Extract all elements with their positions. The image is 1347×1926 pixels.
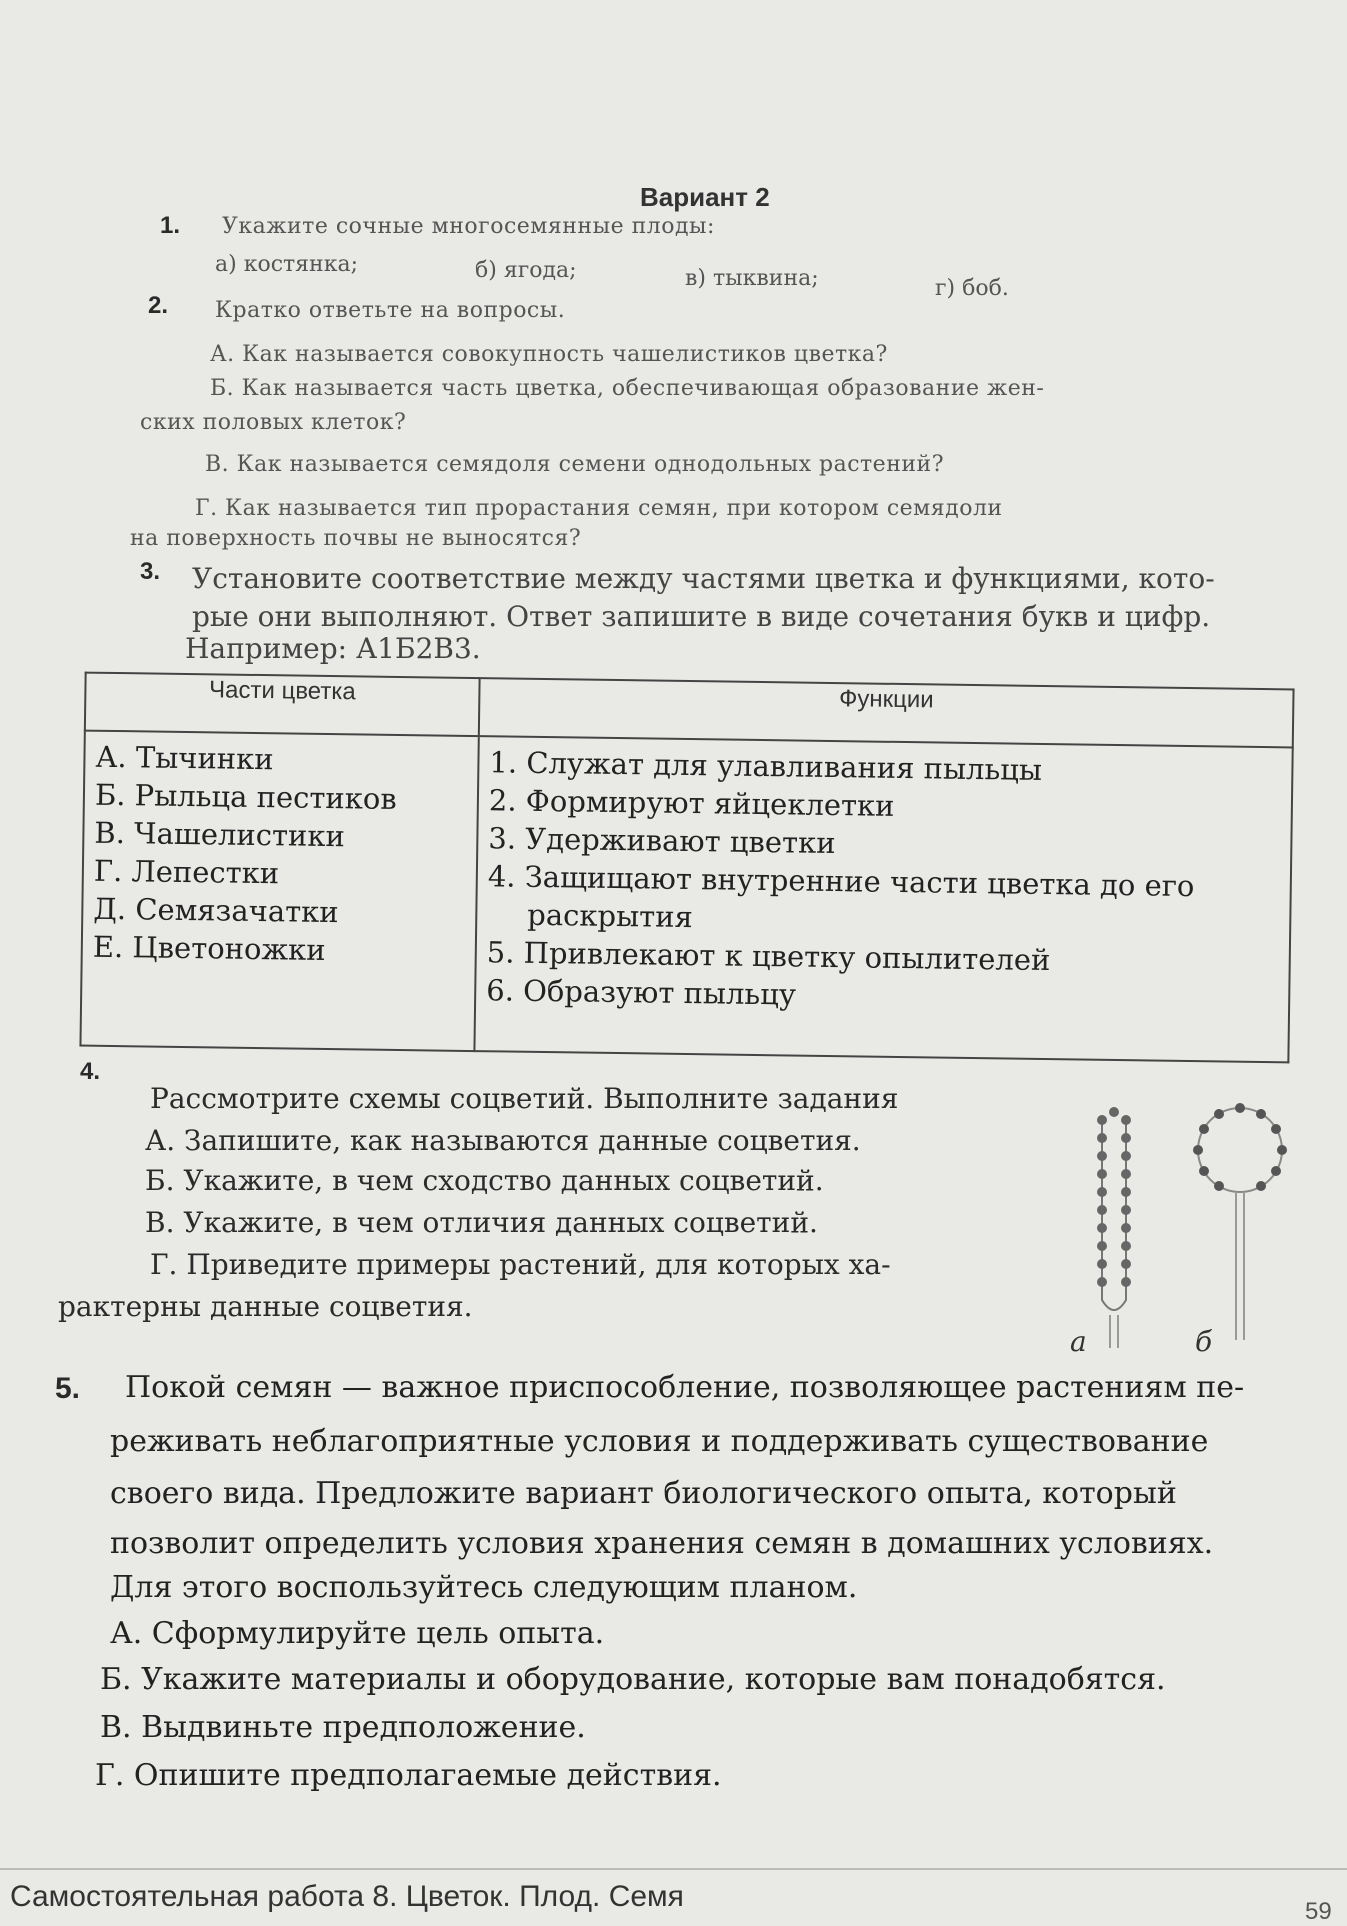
inflorescence-a [1097, 1107, 1131, 1348]
q2-line-b: Б. Как называется часть цветка, обеспечивающая образование жен- [210, 376, 1045, 401]
part-item: Б. Рыльца пестиков [94, 777, 397, 816]
page-number: 59 [1305, 1898, 1332, 1925]
inflorescence-diagrams [1060, 1090, 1300, 1350]
function-item: 1. Служат для улавливания пыльцы [489, 745, 1043, 787]
header-flower-parts: Части цветка [85, 673, 480, 736]
part-item: Д. Семязачатки [93, 891, 339, 930]
q3-line-1: Установите соответствие между частями цветка и функциями, кото- [192, 562, 1215, 595]
q3-line-3: Например: А1Б2В3. [185, 632, 481, 665]
function-item: 3. Удерживают цветки [488, 821, 836, 861]
q5-plan-g: Г. Опишите предполагаемые действия. [95, 1758, 722, 1793]
variant-title: Вариант 2 [640, 182, 770, 212]
q2-text: Кратко ответьте на вопросы. [215, 298, 566, 323]
q2-line-b-cont: ских половых клеток? [140, 410, 407, 435]
parts-column [80, 731, 478, 1051]
q4-line-1: Рассмотрите схемы соцветий. Выполните задания [150, 1082, 899, 1115]
function-item: 2. Формируют яйцеклетки [488, 783, 895, 823]
part-item: Е. Цветоножки [92, 929, 326, 967]
part-item: Г. Лепестки [93, 853, 280, 891]
q5-line-1: Покой семян — важное приспособление, позволяющее растениям пе- [125, 1370, 1245, 1405]
q5-plan-v: В. Выдвиньте предположение. [100, 1710, 586, 1745]
q4-line-a: А. Запишите, как называются данные соцветия. [145, 1124, 861, 1157]
q2-line-a: А. Как называется совокупность чашелистиков цветка? [210, 342, 888, 367]
q2-line-g: Г. Как называется тип прорастания семян, при котором семядоли [195, 496, 1003, 521]
q5-number: 5. [55, 1372, 81, 1405]
q5-line-2: реживать неблагоприятные условия и поддерживать существование [110, 1424, 1209, 1459]
function-item: 5. Привлекают к цветку опылителей [486, 935, 1051, 978]
q1-option-v: в) тыквина; [685, 266, 819, 291]
q1-text: Укажите сочные многосемянные плоды: [222, 214, 715, 239]
functions-column [474, 736, 1292, 1062]
q5-line-3: своего вида. Предложите вариант биологического опыта, который [110, 1476, 1177, 1511]
diagram-label-b: б [1195, 1325, 1213, 1358]
matching-table [79, 672, 1294, 1064]
function-item: 4. Защищают внутренние части цветка до его [487, 859, 1195, 904]
q1-option-a: а) костянка; [215, 252, 358, 277]
diagram-label-a: а [1070, 1325, 1087, 1358]
q4-line-b: Б. Укажите, в чем сходство данных соцветий. [145, 1164, 824, 1197]
q5-line-4: позволит определить условия хранения семян в домашних условиях. [110, 1526, 1214, 1561]
footer-title: Самостоятельная работа 8. Цветок. Плод. Семя [10, 1880, 684, 1913]
q1-option-b: б) ягода; [475, 258, 577, 283]
q3-line-2: рые они выполняют. Ответ запишите в виде сочетания букв и цифр. [192, 600, 1211, 633]
header-functions: Функции [479, 678, 1294, 747]
q2-line-g-cont: на поверхность почвы не выносятся? [130, 526, 582, 551]
q4-number: 4. [80, 1058, 101, 1085]
q4-line-v: В. Укажите, в чем отличия данных соцветий. [145, 1206, 818, 1239]
q5-line-5: Для этого воспользуйтесь следующим планом. [110, 1570, 858, 1605]
q5-plan-b: Б. Укажите материалы и оборудование, которые вам понадобятся. [100, 1662, 1166, 1697]
q2-number: 2. [148, 292, 169, 319]
q4-line-g: Г. Приведите примеры растений, для которых ха- [150, 1248, 891, 1281]
inflorescence-b [1193, 1103, 1287, 1340]
footer-divider [0, 1868, 1347, 1870]
part-item: А. Тычинки [95, 739, 274, 777]
function-item-cont: раскрытия [527, 897, 694, 935]
q3-number: 3. [140, 558, 161, 585]
q4-line-g-cont: рактерны данные соцветия. [58, 1290, 473, 1323]
part-item: В. Чашелистики [94, 815, 346, 854]
q1-number: 1. [160, 212, 181, 239]
q1-option-g: г) боб. [935, 276, 1009, 301]
q2-line-v: В. Как называется семядоля семени однодольных растений? [205, 452, 944, 477]
function-item: 6. Образуют пыльцу [486, 973, 797, 1012]
q5-plan-a: А. Сформулируйте цель опыта. [110, 1616, 605, 1651]
